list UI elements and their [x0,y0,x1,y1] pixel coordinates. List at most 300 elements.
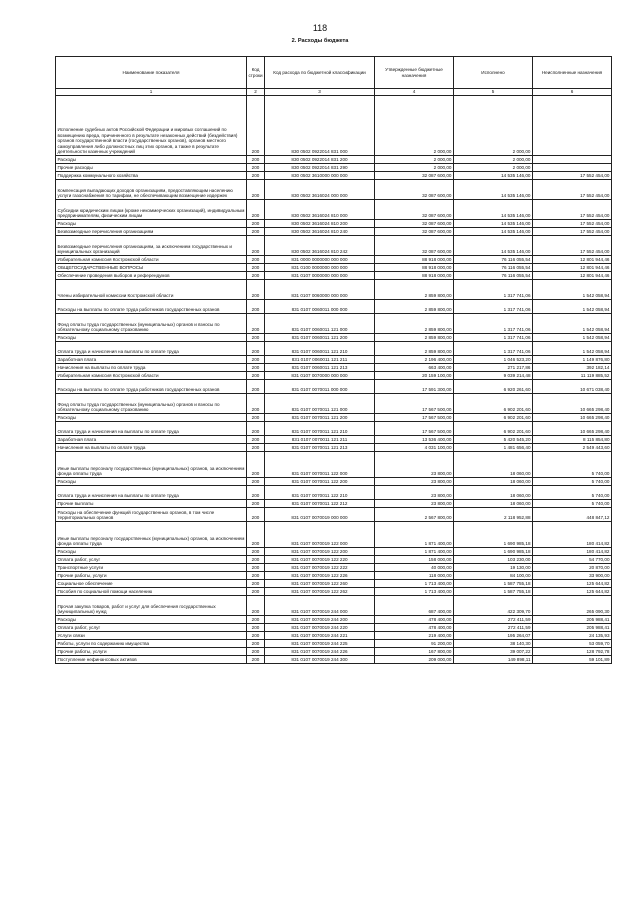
row-executed: 1 587 755,18 [454,587,533,595]
row-name: Иные выплаты персоналу государственных (муниципальных) органов, за исключением фонда оплаты труда [56,451,247,477]
row-executed: 1 481 656,40 [454,443,533,451]
table-row [56,171,612,179]
row-executed: 18 060,00 [454,499,533,507]
table-row [56,255,612,263]
row-expense-code: 831 0107 0060011 121 210 [265,341,375,355]
row-expense-code: 831 0107 0070019 244 300 [265,655,375,663]
row-expense-code: 831 0107 0060011 121 211 [265,355,375,363]
row-expense-code: 831 0107 0070011 122 000 [265,451,375,477]
row-unexecuted [533,155,612,163]
row-unexecuted: 5 740,00 [533,485,612,499]
row-approved: 118 000,00 [375,571,454,579]
row-executed: 1 317 741,06 [454,333,533,341]
row-expense-code: 831 0107 0070011 000 000 [265,379,375,393]
row-line-code: 200 [247,279,265,299]
row-unexecuted: 180 414,82 [533,521,612,547]
row-executed: 18 060,00 [454,451,533,477]
row-name: Оплата работ, услуг [56,623,247,631]
row-approved: 23 800,00 [375,477,454,485]
row-executed: 6 902 201,60 [454,393,533,413]
row-unexecuted: 392 182,14 [533,363,612,371]
row-expense-code: 830 0502 3616024 810 240 [265,227,375,235]
row-executed: 149 898,11 [454,655,533,663]
row-name: Субсидии юридическим лицам (кроме некоммерческих организаций), индивидуальным предпринимателям, физическим лицам [56,199,247,219]
table-row [56,313,612,333]
row-approved: 17 567 500,00 [375,421,454,435]
row-line-code: 200 [247,639,265,647]
row-executed: 76 116 055,54 [454,255,533,263]
row-line-code: 200 [247,499,265,507]
row-line-code: 200 [247,623,265,631]
row-expense-code: 831 0107 0070019 244 200 [265,615,375,623]
table-row [56,451,612,477]
row-unexecuted: 180 414,82 [533,547,612,555]
row-line-code: 200 [247,363,265,371]
table-row [56,555,612,563]
row-executed: 103 230,00 [454,555,533,563]
row-expense-code: 831 0107 0070019 122 260 [265,579,375,587]
row-line-code: 200 [247,227,265,235]
row-unexecuted: 8 115 854,80 [533,435,612,443]
row-line-code: 200 [247,631,265,639]
table-row [56,227,612,235]
row-expense-code: 831 0107 0070019 244 225 [265,639,375,647]
table-row [56,271,612,279]
row-executed: 2 000,00 [454,95,533,155]
row-expense-code: 831 0107 0070019 244 221 [265,631,375,639]
row-name: Транспортные услуги [56,563,247,571]
row-approved: 687 400,00 [375,595,454,615]
row-name: Расходы на обеспечение функций государственных органов, в том числе территориальных органов [56,507,247,521]
row-expense-code: 831 0107 0070019 122 226 [265,571,375,579]
table-row [56,485,612,499]
row-executed: 6 902 201,60 [454,413,533,421]
column-header-approved: Утвержденные бюджетные назначения [375,57,454,89]
row-approved: 2 859 800,00 [375,299,454,313]
row-approved: 32 087 600,00 [375,179,454,199]
row-expense-code: 831 0107 0060011 121 200 [265,333,375,341]
row-unexecuted: 12 801 944,46 [533,255,612,263]
row-executed: 14 535 146,00 [454,235,533,255]
row-executed: 84 100,00 [454,571,533,579]
row-line-code: 200 [247,443,265,451]
row-expense-code: 831 0107 0070011 122 200 [265,477,375,485]
row-unexecuted: 1 542 058,94 [533,313,612,333]
row-approved: 32 087 600,00 [375,227,454,235]
row-approved: 20 159 100,00 [375,371,454,379]
table-row [56,435,612,443]
row-name: Избирательная комиссия Костромской области [56,371,247,379]
row-unexecuted: 10 665 298,40 [533,421,612,435]
table-row [56,507,612,521]
table-row [56,341,612,355]
row-approved: 88 918 000,00 [375,271,454,279]
row-unexecuted: 1 542 058,94 [533,333,612,341]
row-executed: 1 046 523,20 [454,355,533,363]
row-approved: 32 087 600,00 [375,199,454,219]
row-expense-code: 830 0502 3616024 810 000 [265,199,375,219]
row-executed: 1 317 741,06 [454,299,533,313]
row-expense-code: 830 0502 3616024 810 242 [265,235,375,255]
table-row [56,219,612,227]
row-name: Прочие выплаты [56,499,247,507]
row-unexecuted: 1 542 058,94 [533,299,612,313]
table-row [56,333,612,341]
row-name: Заработная плата [56,435,247,443]
row-line-code: 200 [247,313,265,333]
row-executed: 14 535 146,00 [454,179,533,199]
row-line-code: 200 [247,579,265,587]
row-line-code: 200 [247,555,265,563]
row-unexecuted: 20 870,00 [533,563,612,571]
row-name: Безвозмездные перечисления организациям [56,227,247,235]
row-executed: 2 000,00 [454,155,533,163]
row-line-code: 200 [247,393,265,413]
row-executed: 2 000,00 [454,163,533,171]
table-row [56,413,612,421]
table-row [56,179,612,199]
row-name: Начисления на выплаты по оплате труда [56,443,247,451]
row-unexecuted: 59 101,89 [533,655,612,663]
table-row [56,563,612,571]
row-expense-code: 830 0502 3610000 000 000 [265,171,375,179]
row-name: Поддержка коммунального хозяйства [56,171,247,179]
row-executed: 1 317 741,06 [454,341,533,355]
row-unexecuted: 448 847,12 [533,507,612,521]
row-name: Расходы на выплаты по оплате труда работников государственных органов [56,379,247,393]
row-unexecuted: 17 552 454,00 [533,227,612,235]
row-expense-code: 831 0107 0070011 121 210 [265,421,375,435]
row-approved: 13 536 400,00 [375,435,454,443]
row-approved: 2 000,00 [375,163,454,171]
row-expense-code: 831 0107 0060000 000 000 [265,279,375,299]
table-row [56,655,612,663]
row-approved: 478 400,00 [375,615,454,623]
row-name: Расходы [56,333,247,341]
row-line-code: 200 [247,485,265,499]
row-line-code: 200 [247,179,265,199]
row-name: Заработная плата [56,355,247,363]
row-expense-code: 831 0107 0070011 121 211 [265,435,375,443]
row-line-code: 200 [247,341,265,355]
row-expense-code: 830 0502 3616024 810 200 [265,219,375,227]
row-name: Расходы [56,477,247,485]
table-row [56,587,612,595]
table-row [56,639,612,647]
row-unexecuted: 17 552 454,00 [533,219,612,227]
column-header-executed: Исполнено [454,57,533,89]
row-approved: 219 400,00 [375,631,454,639]
row-name: Услуги связи [56,631,247,639]
row-approved: 32 087 600,00 [375,235,454,255]
row-expense-code: 831 0107 0000000 000 000 [265,271,375,279]
row-name: Пособия по социальной помощи населению [56,587,247,595]
row-name: ОБЩЕГОСУДАРСТВЕННЫЕ ВОПРОСЫ [56,263,247,271]
row-executed: 5 420 545,20 [454,435,533,443]
row-name: Поступление нефинансовых активов [56,655,247,663]
row-expense-code: 831 0107 0060011 121 000 [265,313,375,333]
row-unexecuted: 54 770,00 [533,555,612,563]
row-expense-code: 831 0107 0070019 122 200 [265,547,375,555]
row-line-code: 200 [247,371,265,379]
row-approved: 663 400,00 [375,363,454,371]
section-title: 2. Расходы бюджета [291,38,349,44]
row-unexecuted: 1 542 058,94 [533,341,612,355]
row-unexecuted: 205 988,41 [533,623,612,631]
row-approved: 2 196 400,00 [375,355,454,363]
row-line-code: 200 [247,155,265,163]
table-row [56,199,612,219]
row-line-code: 200 [247,219,265,227]
row-approved: 88 918 000,00 [375,263,454,271]
row-executed: 18 060,00 [454,485,533,499]
column-header-expense-code: Код расхода по бюджетной классификации [265,57,375,89]
row-name: Расходы на выплаты по оплате труда работников государственных органов [56,299,247,313]
row-unexecuted: 10 665 298,40 [533,393,612,413]
row-approved: 1 713 400,00 [375,587,454,595]
row-approved: 23 800,00 [375,485,454,499]
row-line-code: 200 [247,171,265,179]
row-unexecuted: 265 090,30 [533,595,612,615]
row-line-code: 200 [247,595,265,615]
row-approved: 158 000,00 [375,555,454,563]
table-row [56,95,612,155]
row-expense-code: 831 0107 0070011 121 000 [265,393,375,413]
row-line-code: 200 [247,271,265,279]
table-row [56,477,612,485]
column-header-name: Наименование показателя [56,57,247,89]
row-name: Расходы [56,219,247,227]
row-approved: 88 918 000,00 [375,255,454,263]
table-row [56,547,612,555]
row-line-code: 200 [247,615,265,623]
row-approved: 2 000,00 [375,155,454,163]
row-name: Социальное обеспечение [56,579,247,587]
row-line-code: 200 [247,199,265,219]
row-unexecuted: 5 740,00 [533,451,612,477]
column-number: 2 [247,89,265,96]
table-row [56,647,612,655]
row-unexecuted: 12 801 944,46 [533,271,612,279]
row-line-code: 200 [247,263,265,271]
row-unexecuted: 125 644,82 [533,587,612,595]
row-executed: 271 217,86 [454,363,533,371]
row-executed: 1 690 985,18 [454,521,533,547]
row-approved: 32 087 600,00 [375,219,454,227]
row-approved: 1 871 400,00 [375,547,454,555]
row-approved: 2 567 800,00 [375,507,454,521]
row-line-code: 200 [247,521,265,547]
table-row [56,235,612,255]
row-approved: 2 859 800,00 [375,279,454,299]
table-row [56,499,612,507]
row-expense-code: 831 0107 0070019 244 000 [265,595,375,615]
row-approved: 2 000,00 [375,95,454,155]
row-name: Оплата труда и начисления на выплаты по оплате труда [56,341,247,355]
row-expense-code: 831 0107 0070019 244 226 [265,647,375,655]
row-executed: 2 118 952,88 [454,507,533,521]
table-row [56,443,612,451]
table-row [56,579,612,587]
row-unexecuted: 17 552 454,00 [533,179,612,199]
row-unexecuted: 11 119 885,52 [533,371,612,379]
row-unexecuted: 10 671 038,40 [533,379,612,393]
row-line-code: 200 [247,435,265,443]
row-expense-code: 830 0502 3616024 000 000 [265,179,375,199]
row-line-code: 200 [247,355,265,363]
row-expense-code: 831 0107 0070019 000 000 [265,507,375,521]
row-line-code: 200 [247,299,265,313]
table-row [56,371,612,379]
row-executed: 272 411,59 [454,623,533,631]
row-name: Прочие работы, услуги [56,571,247,579]
row-expense-code: 831 0107 0070011 121 213 [265,443,375,451]
row-expense-code: 831 0107 0070011 121 200 [265,413,375,421]
row-name: Расходы [56,413,247,421]
row-line-code: 200 [247,477,265,485]
row-name: Расходы [56,547,247,555]
row-unexecuted: 5 740,00 [533,499,612,507]
table-body [56,95,612,663]
row-name: Работы, услуги по содержанию имущества [56,639,247,647]
row-executed: 1 690 985,18 [454,547,533,555]
row-line-code: 200 [247,451,265,477]
row-executed: 1 317 741,06 [454,279,533,299]
column-number: 1 [56,89,247,96]
table-row [56,615,612,623]
column-number: 4 [375,89,454,96]
table-row [56,595,612,615]
budget-expenses-table [55,56,612,664]
row-name: Оплата труда и начисления на выплаты по оплате труда [56,485,247,499]
row-expense-code: 831 0107 0060011 121 213 [265,363,375,371]
row-line-code: 200 [247,333,265,341]
table-row [56,421,612,435]
row-executed: 9 039 214,48 [454,371,533,379]
table-row [56,299,612,313]
column-number: 5 [454,89,533,96]
table-row [56,163,612,171]
row-executed: 14 535 146,00 [454,171,533,179]
row-approved: 17 591 300,00 [375,379,454,393]
page-number: 118 [312,23,328,33]
row-line-code: 200 [247,547,265,555]
row-unexecuted: 1 542 058,94 [533,279,612,299]
table-row [56,521,612,547]
row-executed: 76 116 055,54 [454,271,533,279]
row-approved: 1 871 400,00 [375,521,454,547]
row-name: Компенсация выпадающих доходов организациям, предоставляющим населению услуги газоснабжения по тарифам, не обеспечивающим возмещение издержек [56,179,247,199]
row-approved: 40 000,00 [375,563,454,571]
row-approved: 91 200,00 [375,639,454,647]
row-line-code: 200 [247,655,265,663]
row-unexecuted: 53 059,70 [533,639,612,647]
row-name: Оплата труда и начисления на выплаты по оплате труда [56,421,247,435]
row-line-code: 200 [247,95,265,155]
row-executed: 76 116 055,54 [454,263,533,271]
row-unexecuted: 17 552 454,00 [533,235,612,255]
row-approved: 2 859 800,00 [375,333,454,341]
row-name: Исполнение судебных актов Российской Федерации и мировых соглашений по возмещению вреда, причиненного в результате незаконных действий (бездействия) органов государственной власти (государственных органов), органов местного самоуправления либо должностных лиц этих органов, а также в результате деятельности казенных учреждений [56,95,247,155]
row-executed: 6 920 261,60 [454,379,533,393]
row-unexecuted [533,95,612,155]
row-approved: 478 400,00 [375,623,454,631]
row-executed: 19 130,00 [454,563,533,571]
row-expense-code: 831 0107 0070000 000 000 [265,371,375,379]
table-row [56,631,612,639]
row-executed: 422 309,70 [454,595,533,615]
row-approved: 167 800,00 [375,647,454,655]
table-row [56,355,612,363]
row-expense-code: 831 0000 0000000 000 000 [265,255,375,263]
column-number: 3 [265,89,375,96]
row-name: Фонд оплаты труда государственных (муниципальных) органов и взносы по обязательному социальному страхованию [56,313,247,333]
row-line-code: 200 [247,563,265,571]
row-executed: 272 411,59 [454,615,533,623]
column-header-unexecuted: Неисполненные назначения [533,57,612,89]
row-unexecuted: 17 552 454,00 [533,199,612,219]
row-unexecuted [533,163,612,171]
row-approved: 32 087 600,00 [375,171,454,179]
row-approved: 1 713 400,00 [375,579,454,587]
row-name: Избирательная комиссия Костромской области [56,255,247,263]
table-row [56,379,612,393]
row-approved: 23 800,00 [375,499,454,507]
row-executed: 195 264,07 [454,631,533,639]
row-executed: 39 007,22 [454,647,533,655]
row-line-code: 200 [247,163,265,171]
table-row [56,263,612,271]
row-unexecuted: 24 135,93 [533,631,612,639]
table-row [56,393,612,413]
row-approved: 23 800,00 [375,451,454,477]
row-unexecuted: 2 549 443,60 [533,443,612,451]
row-expense-code: 831 0100 0000000 000 000 [265,263,375,271]
row-name: Безвозмездные перечисления организациям, за исключением государственных и муниципальных организаций [56,235,247,255]
table-row [56,571,612,579]
row-expense-code: 831 0107 0070019 122 000 [265,521,375,547]
row-unexecuted: 17 552 454,00 [533,171,612,179]
row-expense-code: 831 0107 0070019 122 220 [265,555,375,563]
row-unexecuted: 125 644,82 [533,579,612,587]
table-row [56,279,612,299]
row-line-code: 200 [247,647,265,655]
row-expense-code: 831 0107 0070019 244 220 [265,623,375,631]
row-name: Расходы [56,155,247,163]
row-executed: 38 140,30 [454,639,533,647]
row-expense-code: 830 0502 0922014 831 000 [265,95,375,155]
row-executed: 14 535 146,00 [454,199,533,219]
row-approved: 209 000,00 [375,655,454,663]
row-name: Члены избирательной комиссии Костромской области [56,279,247,299]
row-name: Обеспечение проведения выборов и референдумов [56,271,247,279]
row-name: Оплата работ, услуг [56,555,247,563]
row-expense-code: 831 0107 0060011 000 000 [265,299,375,313]
row-expense-code: 830 0502 0922014 831 200 [265,155,375,163]
row-unexecuted: 205 988,41 [533,615,612,623]
column-header-line-code: Код строки [247,57,265,89]
row-executed: 14 535 146,00 [454,227,533,235]
row-unexecuted: 128 792,78 [533,647,612,655]
row-line-code: 200 [247,235,265,255]
row-expense-code: 831 0107 0070019 122 262 [265,587,375,595]
row-unexecuted: 33 900,00 [533,571,612,579]
row-executed: 18 060,00 [454,477,533,485]
row-name: Прочие работы, услуги [56,647,247,655]
row-line-code: 200 [247,379,265,393]
row-line-code: 200 [247,587,265,595]
table-row [56,155,612,163]
